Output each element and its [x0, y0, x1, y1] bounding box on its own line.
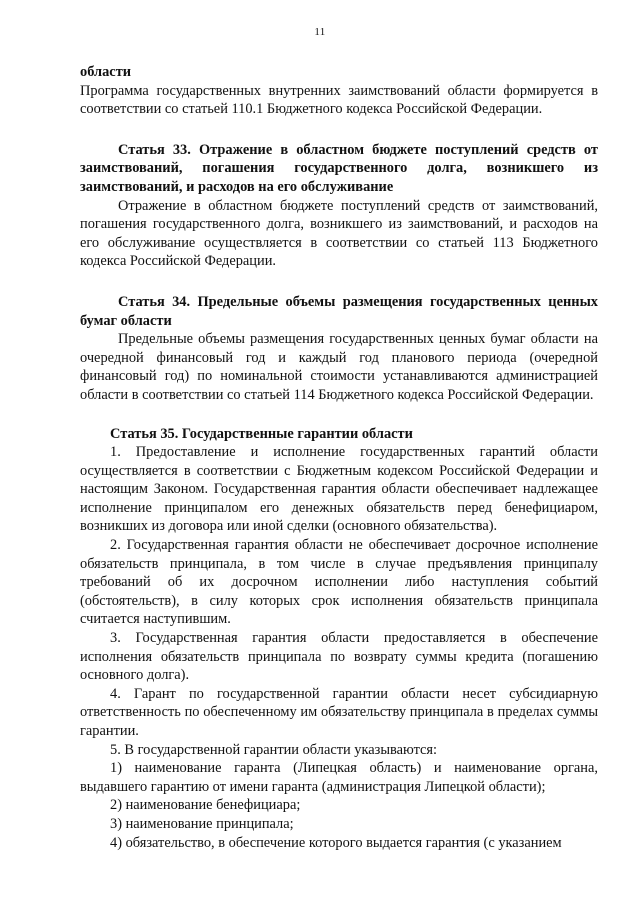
paragraph-gap	[80, 271, 598, 293]
paragraph: Программа государственных внутренних заимствований области формируется в соответствии со статьей 110.1 Бюджетного кодекса Российской Федерации.	[80, 82, 598, 118]
page-number: 11	[314, 26, 326, 38]
paragraph: 2) наименование бенефициара;	[110, 797, 301, 814]
paragraph: 1. Предоставление и исполнение государственных гарантий области осуществляется в соответствии с Бюджетным кодексом Российской Федерации и настоящим Законом. Государственная гарантия области обеспечивает надлежащее исполнение принципалом его денежных обязательств перед бенефициаром, возникших из договора или иной сделки (основного обязательства).	[80, 444, 598, 535]
document-body	[80, 63, 598, 852]
paragraph-gap	[80, 405, 598, 425]
article-heading: Статья 33. Отражение в областном бюджете поступлений средств от заимствований, погашения государственного долга, возникшего из заимствований, и расходов на его обслуживание	[80, 141, 598, 195]
paragraph: 2. Государственная гарантия области не обеспечивает досрочное исполнение обязательств принципала, в том числе в случае предъявления принципалу требований об их досрочном исполнении либо наступления событий (обстоятельств), в силу которых срок исполнения обязательств принципала считается наступившим.	[80, 537, 598, 628]
paragraph: 3. Государственная гарантия области предоставляется в обеспечение исполнения обязательств принципала по возврату суммы кредита (погашению основного долга).	[80, 630, 598, 684]
paragraph-gap	[80, 119, 598, 141]
paragraph: 4. Гарант по государственной гарантии области несет субсидиарную ответственность по обеспеченному им обязательству принципала в пределах суммы гарантии.	[80, 685, 598, 739]
paragraph: 1) наименование гаранта (Липецкая область) и наименование органа, выдавшего гарантию от имени гаранта (администрация Липецкой области);	[80, 760, 598, 795]
paragraph: 4) обязательство, в обеспечение которого выдается гарантия (с указанием	[110, 834, 562, 851]
paragraph: Отражение в областном бюджете поступлений средств от заимствований, погашения государственного долга, возникшего из заимствований, и расходов на его обслуживание осуществляется в соответствии со статьей 113 Бюджетного кодекса Российской Федерации.	[80, 197, 598, 270]
paragraph: 3) наименование принципала;	[110, 815, 294, 832]
article-heading: Статья 35. Государственные гарантии области	[110, 425, 413, 442]
article-heading: Статья 34. Предельные объемы размещения государственных ценных бумаг области	[80, 293, 598, 329]
paragraph: 5. В государственной гарантии области указываются:	[110, 741, 438, 758]
article-heading: области	[80, 64, 132, 80]
paragraph: Предельные объемы размещения государственных ценных бумаг области на очередной финансовый год и каждый год планового периода (очередной финансовый год) по номинальной стоимости устанавливаются администрацией области в соответствии со статьей 114 Бюджетного кодекса Российской Федерации.	[80, 331, 598, 403]
